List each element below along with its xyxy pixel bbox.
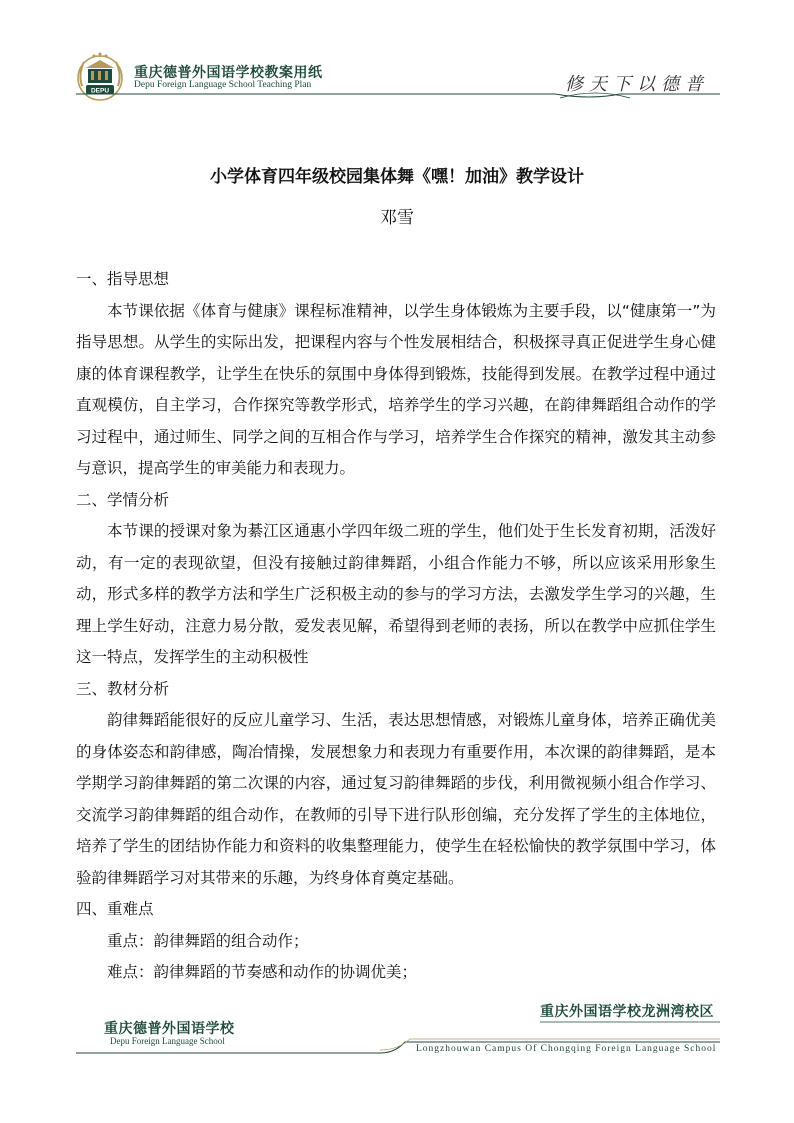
logo-text: DEPU [90, 87, 110, 95]
footer-campus-name-cn: 重庆外国语学校龙洲湾校区 [540, 1004, 714, 1020]
footer-school-name-en: Depu Foreign Language School [110, 1036, 225, 1046]
difficult-point: 难点：韵律舞蹈的节奏感和动作的协调优美； [107, 963, 418, 981]
section-heading: 四、重难点 [76, 900, 154, 918]
key-point: 重点：韵律舞蹈的组合动作； [107, 931, 309, 950]
document-title: 小学体育四年级校园集体舞《嘿！加油》教学设计 [210, 167, 584, 187]
footer-school-name-cn: 重庆德普外国语学校 [104, 1021, 235, 1037]
section-heading: 一、指导思想 [76, 270, 170, 288]
document-body [76, 264, 716, 989]
paragraph: 本节课的授课对象为綦江区通惠小学四年级二班的学生，他们处于生长发育初期，活泼好动，有一定的表现欲望，但没有接触过韵律舞蹈，小组合作能力不够，所以应该采用形象生动，形式多样的教学方法和学生广泛积极主动的参与的学习方法，去激发学生学习的兴趣，生理上学生好动，注意力易分散，爱发表见解，希望得到老师的表扬，所以在教学中应抓住学生这一特点，发挥学生的主动积极性 [76, 522, 716, 666]
section-heading: 二、学情分析 [76, 490, 170, 509]
page-header [0, 0, 794, 110]
header-school-name-en: Depu Foreign Language School Teaching Plan [134, 80, 312, 90]
header-school-name-cn: 重庆德普外国语学校教案用纸 [134, 65, 323, 81]
paragraph: 韵律舞蹈能很好的反应儿童学习、生活，表达思想情感，对锻炼儿童身体，培养正确优美的身体姿态和韵律感，陶冶情操，发展想象力和表现力有重要作用，本次课的韵律舞蹈，是本学期学习韵律舞蹈的第二次课的内容，通过复习韵律舞蹈的步伐，利用微视频小组合作学习、交流学习韵律舞蹈的组合动作，在教师的引导下进行队形创编，充分发挥了学生的主体地位，培养了学生的团结协作能力和资料的收集整理能力，使学生在轻松愉快的教学氛围中学习，体验韵律舞蹈学习对其带来的乐趣，为终身体育奠定基础。 [76, 711, 716, 887]
section-heading: 三、教材分析 [76, 679, 170, 698]
school-motto: 修天下以德普 [565, 74, 709, 95]
document-author: 邓雪 [380, 208, 414, 228]
paragraph: 本节课依据《体育与健康》课程标准精神，以学生身体锻炼为主要手段，以“健康第一”为指导思想。从学生的实际出发，把课程内容与个性发展相结合，积极探寻真正促进学生身心健康的体育课程教学，让学生在快乐的氛围中身体得到锻炼，技能得到发展。在教学过程中通过直观模仿，自主学习，合作探究等教学形式，培养学生的学习兴趣，在韵律舞蹈组合动作的学习过程中，通过师生、同学之间的互相合作与学习，培养学生合作探究的精神，激发其主动参与意识，提高学生的审美能力和表现力。 [76, 301, 716, 477]
header-divider [0, 88, 794, 102]
footer-campus-name-en: Longzhouwan Campus Of Chongqing Foreign Language School [416, 1044, 717, 1054]
